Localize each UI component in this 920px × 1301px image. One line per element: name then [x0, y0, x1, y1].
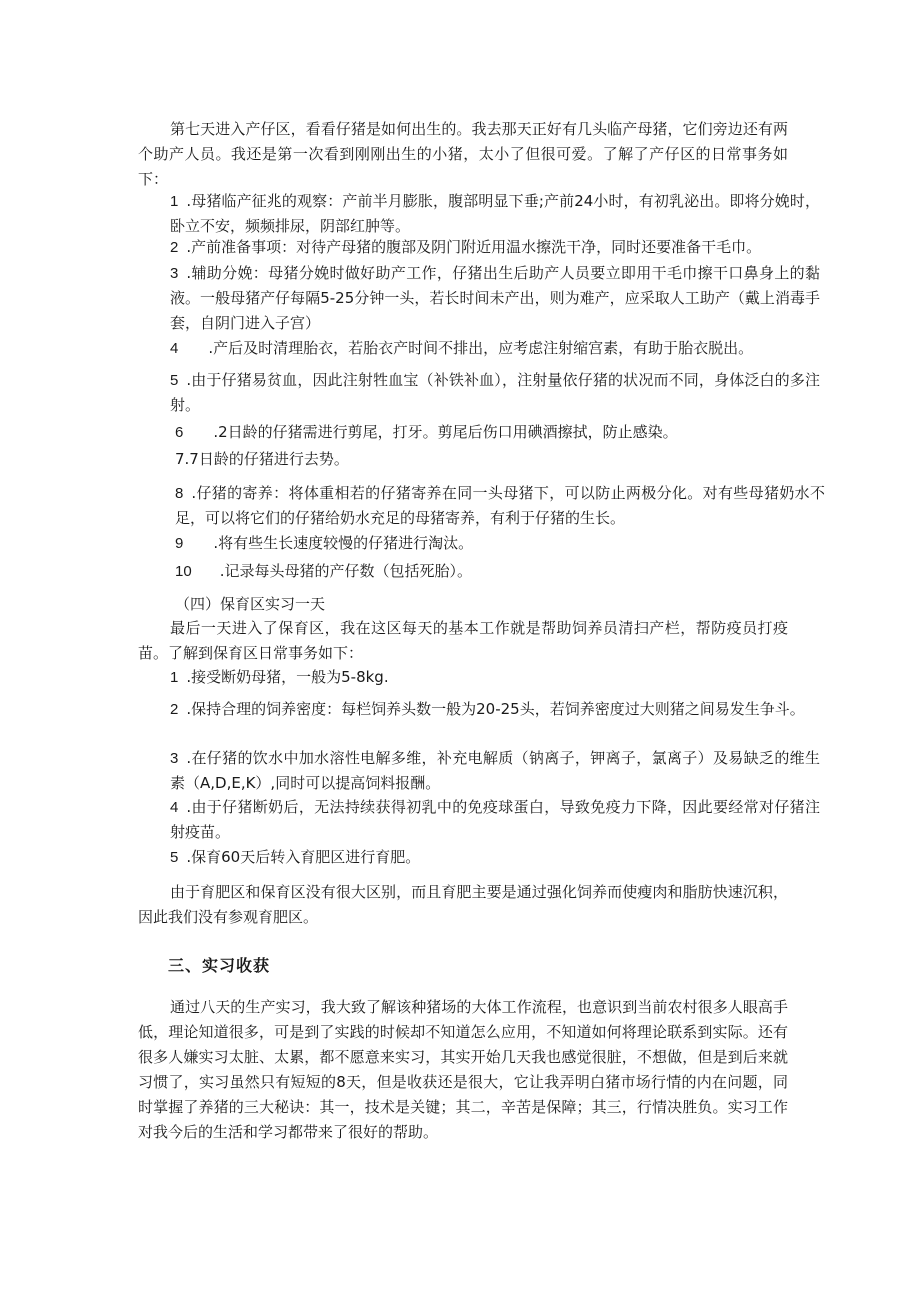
- nursery-item-4: [138, 795, 820, 845]
- item-number: 6: [175, 424, 184, 441]
- item-text: .保持合理的饲养密度：每栏饲养头数一般为20-25头，若饲养密度过大则猪之间易发生争斗。: [186, 700, 805, 718]
- nursery-item-1: [138, 665, 820, 690]
- item-text: .接受断奶母猪，一般为5-8kg.: [186, 668, 389, 686]
- nursery-section-heading: （四）保育区实习一天: [175, 595, 326, 613]
- farrowing-item-9: [138, 531, 825, 556]
- item-number: 5: [170, 372, 179, 389]
- item-number: 2: [170, 239, 179, 256]
- item-text: .产前准备事项：对待产母猪的腹部及阴门附近用温水擦洗干净，同时还要准备干毛巾。: [186, 238, 762, 256]
- item-number: 1: [170, 669, 179, 686]
- item-text: .由于仔猪断奶后，无法持续获得初乳中的免疫球蛋白，导致免疫力下降，因此要经常对仔猪注射疫苗。: [170, 798, 820, 841]
- item-text: .母猪临产征兆的观察：产前半月膨胀，腹部明显下垂;产前24小时，有初乳泌出。即将分娩时，卧立不安，频频排尿，阴部红肿等。: [170, 192, 820, 235]
- item-text: .产后及时清理胎衣，若胎衣产时间不排出，应考虑注射缩宫素，有助于胎衣脱出。: [208, 339, 754, 357]
- item-number: 1: [170, 193, 179, 210]
- farrowing-item-2: [138, 235, 820, 260]
- item-text: .由于仔猪易贫血，因此注射牲血宝（补铁补血），注射量依仔猪的状况而不同，身体泛白的多注射。: [170, 371, 820, 414]
- farrowing-item-8: [138, 481, 825, 531]
- nursery-item-3: [138, 746, 820, 796]
- item-text: 7.7日龄的仔猪进行去势。: [175, 450, 349, 468]
- farrowing-item-4: [138, 336, 820, 361]
- item-text: .辅助分娩：母猪分娩时做好助产工作，仔猪出生后助产人员要立即用干毛巾擦干口鼻身上的黏液。一般母猪产仔每隔5-25分钟一头，若长时间未产出，则为难产，应采取人工助产（戴上消毒手套，自阴门进入子宫）: [170, 264, 820, 332]
- nursery-item-2: [138, 697, 820, 722]
- nursery-item-5: [138, 845, 820, 870]
- farrowing-item-1: [138, 189, 820, 239]
- item-number: 8: [175, 485, 184, 502]
- item-number: 2: [170, 701, 179, 718]
- fattening-note-paragraph: 由于育肥区和保育区没有很大区别，而且育肥主要是通过强化饲养而使瘦肉和脂肪快速沉积，因此我们没有参观育肥区。: [138, 883, 788, 926]
- item-number: 3: [170, 750, 179, 767]
- item-text: .记录每头母猪的产仔数（包括死胎）。: [219, 562, 472, 580]
- item-number: 10: [175, 563, 192, 580]
- item-text: .仔猪的寄养：将体重相若的仔猪寄养在同一头母猪下，可以防止两极分化。对有些母猪奶水不足，可以将它们的仔猪给奶水充足的母猪寄养，有利于仔猪的生长。: [175, 484, 825, 527]
- item-text: .2日龄的仔猪需进行剪尾，打牙。剪尾后伤口用碘酒擦拭，防止感染。: [213, 423, 678, 441]
- item-number: 3: [170, 265, 179, 282]
- farrowing-item-10: [138, 559, 825, 584]
- farrowing-item-6: [138, 420, 825, 445]
- nursery-intro-paragraph: 最后一天进入了保育区，我在这区每天的基本工作就是帮助饲养员清扫产栏，帮防疫员打疫苗。了解到保育区日常事务如下：: [138, 619, 788, 662]
- item-number: 4: [170, 340, 179, 357]
- item-text: .将有些生长速度较慢的仔猪进行淘汰。: [213, 534, 474, 552]
- item-text: .保育60天后转入育肥区进行育肥。: [186, 848, 421, 866]
- farrowing-item-7: [138, 447, 825, 472]
- internship-gains-heading: 三、实习收获: [168, 956, 271, 975]
- item-number: 4: [170, 799, 179, 816]
- farrowing-intro-paragraph: 第七天进入产仔区，看看仔猪是如何出生的。我去那天正好有几头临产母猪，它们旁边还有两个助产人员。我还是第一次看到刚刚出生的小猪，太小了但很可爱。了解了产仔区的日常事务如下：: [138, 120, 788, 188]
- farrowing-item-3: [138, 261, 820, 336]
- item-number: 5: [170, 849, 179, 866]
- farrowing-item-5: [138, 368, 820, 418]
- item-text: .在仔猪的饮水中加水溶性电解多维，补充电解质（钠离子，钾离子，氯离子）及易缺乏的维生素（A,D,E,K）,同时可以提高饲料报酬。: [170, 749, 820, 792]
- internship-gains-paragraph: 通过八天的生产实习，我大致了解该种猪场的大体工作流程，也意识到当前农村很多人眼高手低，理论知道很多，可是到了实践的时候却不知道怎么应用，不知道如何将理论联系到实际。还有很多人嫌实习太脏、太累，都不愿意来实习，其实开始几天我也感觉很脏，不想做，但是到后来就习惯了，实习虽然只有短短的8天，但是收获还是很大，它让我弄明白猪市场行情的内在问题，同时掌握了养猪的三大秘诀：其一，技术是关键；其二，辛苦是保障；其三，行情决胜负。实习工作对我今后的生活和学习都带来了很好的帮助。: [138, 998, 788, 1141]
- item-number: 9: [175, 535, 184, 552]
